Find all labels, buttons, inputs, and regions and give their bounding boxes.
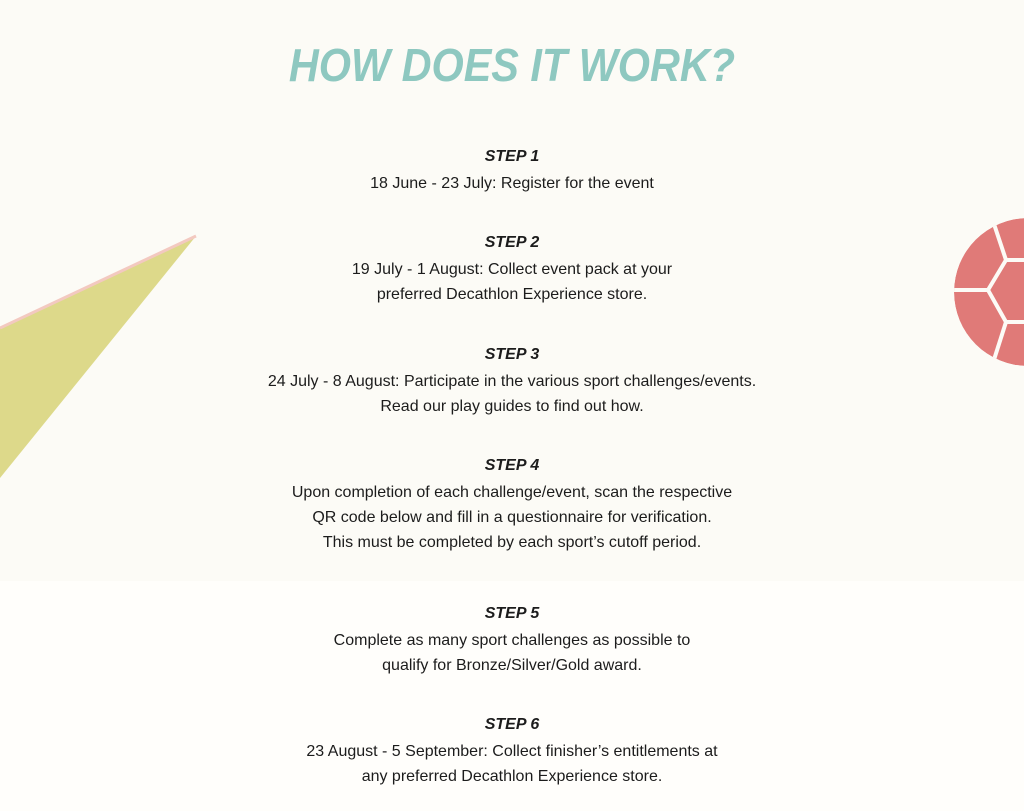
step-label: STEP 5 [484,605,540,622]
step-line: 23 August - 5 September: Collect finisher’s entitlements at [306,743,718,760]
step-line: QR code below and fill in a questionnaire for verification. [312,509,712,526]
step-description [162,369,862,419]
step-1 [212,147,812,196]
step-label: STEP 3 [484,346,540,363]
step-label: STEP 4 [484,457,540,474]
step-line: 24 July - 8 August: Participate in the various sport challenges/events. [267,373,757,390]
step-description [212,480,812,555]
step-line: any preferred Decathlon Experience store. [361,768,663,785]
step-3 [162,345,862,419]
step-5 [212,604,812,678]
step-description [212,257,812,307]
step-4 [212,456,812,555]
step-line: 19 July - 1 August: Collect event pack at your [351,261,673,278]
step-line: qualify for Bronze/Silver/Gold award. [382,657,642,674]
step-description [212,171,812,196]
step-line: This must be completed by each sport’s cutoff period. [322,534,702,551]
step-line: 18 June - 23 July: Register for the event [370,175,654,192]
step-2 [212,233,812,307]
step-line: Upon completion of each challenge/event, scan the respective [291,484,733,501]
step-description [212,739,812,789]
step-line: Complete as many sport challenges as possible to [333,632,691,649]
step-line: preferred Decathlon Experience store. [376,286,648,303]
step-label: STEP 6 [484,716,540,733]
step-label: STEP 1 [484,148,540,165]
red-ball-decoration [948,218,1024,366]
step-6 [212,715,812,789]
step-description [212,628,812,678]
step-label: STEP 2 [484,234,540,251]
page-title: HOW DOES IT WORK? [288,39,736,91]
step-line: Read our play guides to find out how. [380,398,644,415]
